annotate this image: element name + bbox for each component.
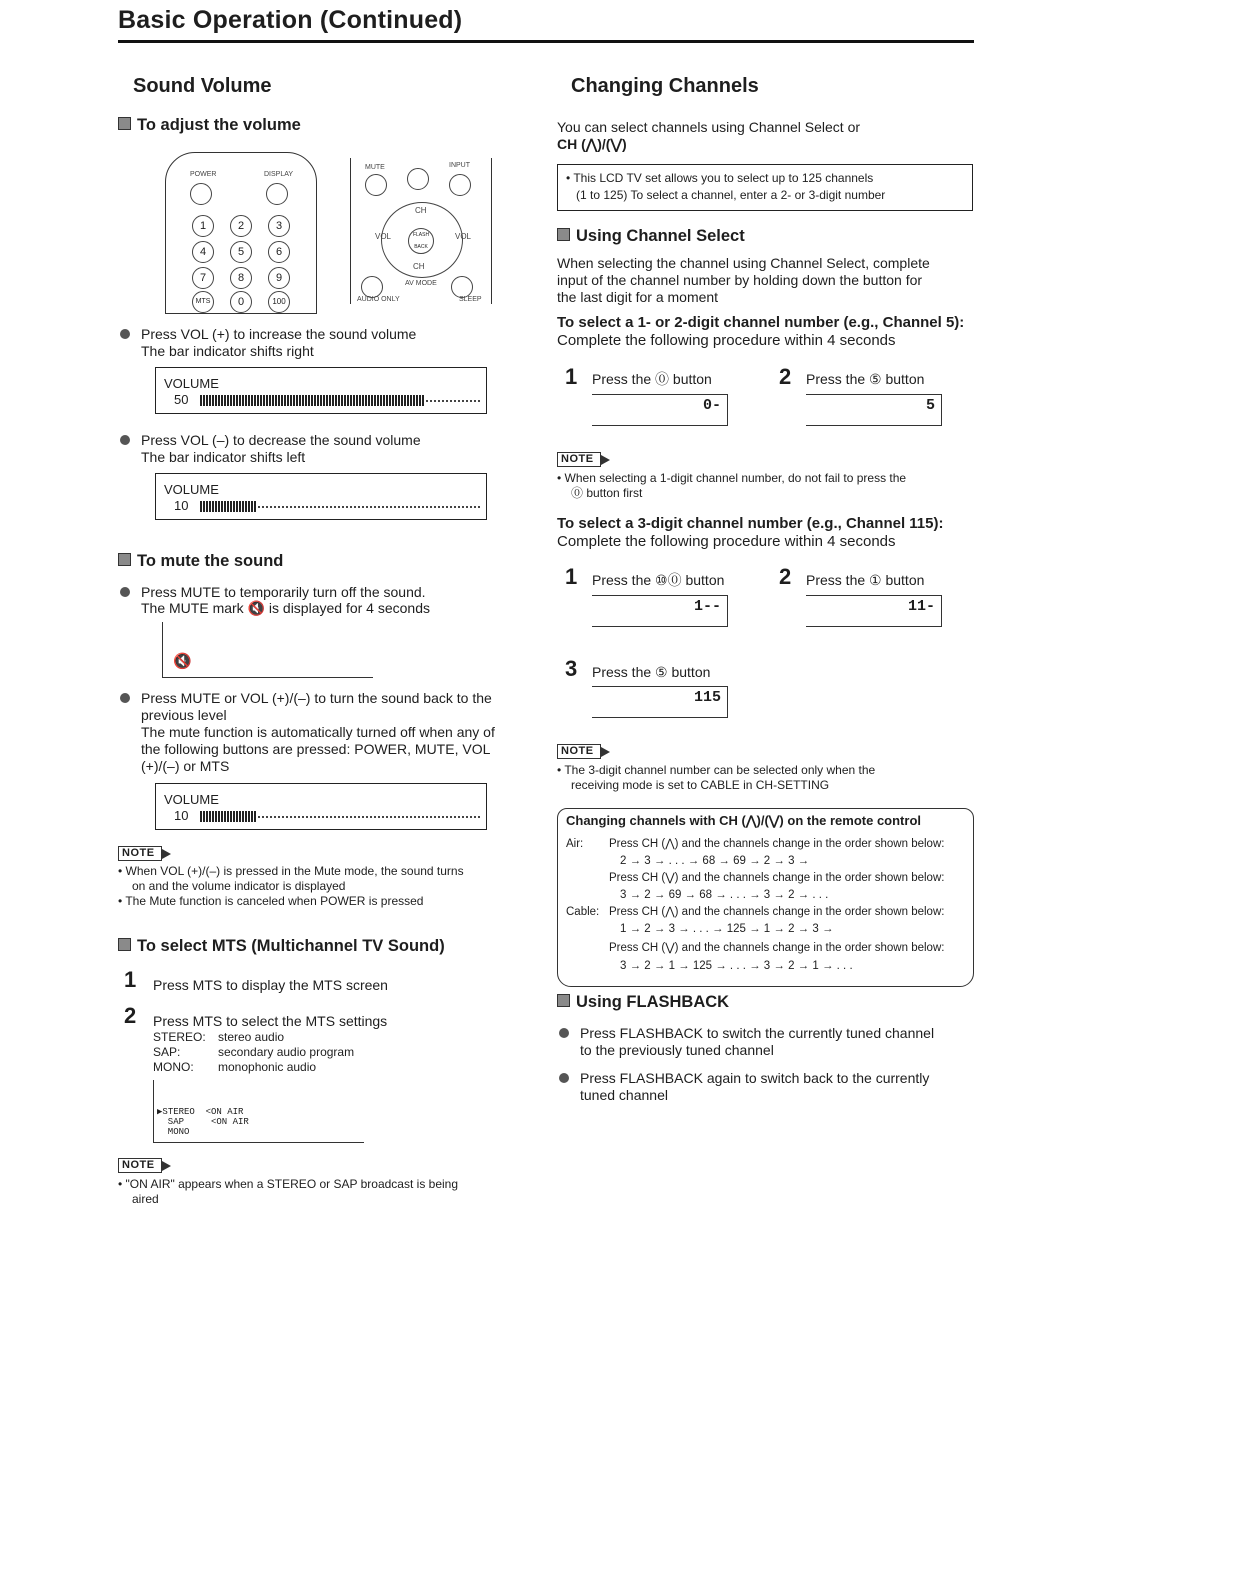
cc-info-line-1: • This LCD TV set allows you to select up to 125 channels: [566, 171, 874, 185]
mts-step-1-text: Press MTS to display the MTS screen: [153, 977, 388, 993]
mts-step-2-number: 2: [124, 1003, 137, 1028]
mute-heading-text: To mute the sound: [137, 552, 284, 570]
changing-channels-heading: Changing Channels: [571, 75, 759, 97]
sound-volume-heading: Sound Volume: [133, 75, 272, 97]
cs-sub1-heading: To select a 1- or 2-digit channel number (e.g., Channel 5):: [557, 314, 965, 331]
mute-heading: [118, 552, 283, 571]
channel-select-heading-text: Using Channel Select: [576, 227, 745, 245]
cs-text-2: input of the channel number by holding down the button for: [557, 272, 923, 288]
mts-heading: [118, 937, 445, 956]
cc-intro-2: CH (⋀)/(⋁): [557, 136, 627, 152]
air-up-sequence: 2 → 3 → . . . → 68 → 69 → 2 → 3 →: [620, 855, 810, 867]
volume-display-mute: [155, 783, 487, 830]
flashback-text-1: Press FLASHBACK to switch the currently tuned channel: [580, 1025, 935, 1041]
volume-label: VOLUME: [164, 792, 219, 807]
cs-note-b-2: receiving mode is set to CABLE in CH-SETTING: [571, 778, 830, 792]
section-square-icon: [557, 994, 570, 1007]
volume-display-10: [155, 473, 487, 520]
bullet-icon: [120, 435, 130, 445]
remote-key-mts: MTS: [192, 291, 214, 313]
adjust-volume-heading: [118, 116, 301, 135]
cs-step-2-number: 2: [779, 364, 792, 389]
mute-text-3: Press MUTE or VOL (+)/(–) to turn the sound back to the: [141, 690, 492, 706]
remote-flashback-button: FLASH BACK: [408, 228, 434, 254]
mute-text-7: (+)/(–) or MTS: [141, 758, 230, 774]
section-square-icon: [118, 117, 131, 130]
air-down-sequence: 3 → 2 → 69 → 68 → . . . → 3 → 2 → . . .: [620, 889, 829, 901]
cs3-step-1-display-value: 1--: [693, 598, 721, 615]
volume-value: 10: [174, 498, 189, 513]
cs3-step-3-display-value: 115: [693, 689, 721, 706]
vol-decrease-text-2: The bar indicator shifts left: [141, 449, 306, 465]
mts-screen-line-3: MONO: [157, 1127, 190, 1137]
mts-note-1: • "ON AIR" appears when a STEREO or SAP broadcast is being: [118, 1177, 459, 1191]
adjust-volume-heading-text: To adjust the volume: [137, 116, 301, 134]
note-tag: NOTE: [118, 846, 162, 861]
remote-button: [407, 168, 429, 190]
mute-note-2-text: The Mute function is canceled when POWER is pressed: [125, 894, 424, 908]
remote-key-0: 0: [230, 291, 252, 313]
mute-note-2: • The Mute function is canceled when POWER is pressed: [118, 894, 424, 908]
mts-mono-key: MONO:: [153, 1060, 194, 1074]
volume-label: VOLUME: [164, 376, 219, 391]
air-label: Air:: [566, 838, 584, 850]
section-square-icon: [557, 228, 570, 241]
mute-display: [162, 622, 373, 678]
cs-step-2-display: [806, 394, 942, 426]
flashback-heading: [557, 993, 729, 1012]
remote-vol-minus-label: VOL: [375, 232, 392, 241]
mts-mono-value: monophonic audio: [218, 1060, 317, 1074]
cc-intro-1: You can select channels using Channel Select or: [557, 119, 861, 135]
vol-increase-text-2: The bar indicator shifts right: [141, 343, 314, 359]
volume-bar-track: [258, 506, 480, 510]
remote-mute-button: [365, 174, 387, 196]
remote-ch-down-label: CH: [413, 262, 425, 271]
section-square-icon: [118, 553, 131, 566]
volume-label: VOLUME: [164, 482, 219, 497]
remote-key-9: 9: [268, 267, 290, 289]
remote-vol-plus-label: VOL: [455, 232, 472, 241]
flashback-text-2b: tuned channel: [580, 1087, 668, 1103]
mute-note-1a: When VOL (+)/(–) is pressed in the Mute mode, the sound turns: [125, 864, 464, 878]
cc-info-line-1-text: This LCD TV set allows you to select up to 125 channels: [573, 171, 874, 185]
remote-power-button: [190, 183, 212, 205]
mute-mark-icon: 🔇: [247, 600, 266, 616]
volume-value: 50: [174, 392, 189, 407]
page-title: Basic Operation (Continued): [118, 6, 463, 34]
cs-step-1-number: 1: [565, 364, 578, 389]
mute-text-2b: is displayed for 4 seconds: [268, 600, 430, 616]
cs3-step-3-text: Press the ⑤ button: [592, 664, 711, 680]
remote-input-label: INPUT: [449, 162, 470, 169]
cs-note-a-2: ⓪ button first: [571, 486, 643, 500]
channel-select-heading: [557, 227, 745, 246]
remote-key-2: 2: [230, 215, 252, 237]
cs-step-1-text: Press the ⓪ button: [592, 371, 712, 387]
remote-key-7: 7: [192, 267, 214, 289]
cs-sub2-heading: To select a 3-digit channel number (e.g., Channel 115):: [557, 515, 944, 532]
remote-mute-label: MUTE: [365, 164, 385, 171]
mts-note-1a: "ON AIR" appears when a STEREO or SAP broadcast is being: [125, 1177, 459, 1191]
remote-display-label: DISPLAY: [264, 171, 294, 178]
cs3-step-2-text: Press the ① button: [806, 572, 925, 588]
cs3-step-2-display: [806, 595, 942, 627]
cable-down-text: Press CH (⋁) and the channels change in the order shown below:: [609, 942, 945, 954]
cable-up-text: Press CH (⋀) and the channels change in the order shown below:: [609, 906, 945, 918]
cs-step-1-display-value: 0-: [702, 397, 721, 414]
remote-key-1: 1: [192, 215, 214, 237]
mts-screen-line-1: ▶STEREO <ON AIR: [157, 1107, 244, 1117]
mute-text-2a: The MUTE mark: [141, 600, 244, 616]
cs3-step-2-number: 2: [779, 564, 792, 589]
flashback-text-2: Press FLASHBACK again to switch back to the currently: [580, 1070, 930, 1086]
remote-sleep-label: SLEEP: [459, 296, 482, 303]
bullet-icon: [559, 1028, 569, 1038]
remote-key-100: 100: [268, 291, 290, 313]
remote-key-5: 5: [230, 241, 252, 263]
remote-audio-only-label: AUDIO ONLY: [357, 296, 400, 303]
cs-note-a-1-text: When selecting a 1-digit channel number, do not fail to press the: [564, 471, 907, 485]
cs-note-b-1-text: The 3-digit channel number can be selected only when the: [564, 763, 876, 777]
volume-bar-track: [426, 400, 480, 404]
mute-text-1: Press MUTE to temporarily turn off the sound.: [141, 584, 426, 600]
vol-decrease-text: Press VOL (–) to decrease the sound volume: [141, 432, 421, 448]
remote-key-4: 4: [192, 241, 214, 263]
mute-text-4: previous level: [141, 707, 227, 723]
mute-text-5: The mute function is automatically turned off when any of: [141, 724, 495, 740]
cs-step-1-display: [592, 394, 728, 426]
cs-note-b-1: • The 3-digit channel number can be selected only when the: [557, 763, 876, 777]
remote-numpad-illustration: [165, 152, 317, 314]
air-up-text: Press CH (⋀) and the channels change in the order shown below:: [609, 838, 945, 850]
volume-display-50: [155, 367, 487, 414]
cs-sub2-text: Complete the following procedure within 4 seconds: [557, 533, 896, 550]
remote-key-6: 6: [268, 241, 290, 263]
cs3-step-3-display: [592, 686, 728, 718]
channel-order-title: Changing channels with CH (⋀)/(⋁) on the remote control: [566, 813, 921, 828]
cs-text-3: the last digit for a moment: [557, 289, 719, 305]
cs3-step-2-display-value: 11-: [907, 598, 935, 615]
remote-audio-only-button: [361, 276, 383, 298]
vol-increase-text: Press VOL (+) to increase the sound volume: [141, 326, 417, 342]
flashback-heading-text: Using FLASHBACK: [576, 993, 730, 1011]
remote-sleep-button: [451, 276, 473, 298]
mts-stereo-value: stereo audio: [218, 1030, 285, 1044]
remote-volume-illustration: [350, 158, 492, 304]
cs3-step-3-number: 3: [565, 656, 578, 681]
remote-power-label: POWER: [190, 171, 217, 178]
cs3-step-1-number: 1: [565, 564, 578, 589]
mute-text-2: [141, 600, 430, 617]
cs3-step-1-display: [592, 595, 728, 627]
mts-step-1-number: 1: [124, 967, 137, 992]
cc-info-line-2: (1 to 125) To select a channel, enter a 2- or 3-digit number: [576, 188, 886, 202]
mts-sap-key: SAP:: [153, 1045, 181, 1059]
cs-note-a-1: • When selecting a 1-digit channel number, do not fail to press the: [557, 471, 907, 485]
mute-display-icon: 🔇: [173, 653, 192, 670]
volume-bar-fill: [200, 811, 256, 822]
mute-note-1b: on and the volume indicator is displayed: [132, 879, 346, 893]
air-down-text: Press CH (⋁) and the channels change in the order shown below:: [609, 872, 945, 884]
note-tag: NOTE: [557, 452, 601, 467]
mts-stereo-key: STEREO:: [153, 1030, 206, 1044]
note-tag: NOTE: [557, 744, 601, 759]
cable-down-sequence: 3 → 2 → 1 → 125 → . . . → 3 → 2 → 1 → . . .: [620, 960, 853, 972]
mts-screen: [153, 1080, 364, 1143]
section-square-icon: [118, 938, 131, 951]
remote-display-button: [266, 183, 288, 205]
mute-note-1: • When VOL (+)/(–) is pressed in the Mute mode, the sound turns: [118, 864, 464, 878]
mute-text-6: the following buttons are pressed: POWER, MUTE, VOL: [141, 741, 491, 757]
mts-screen-line-2: SAP <ON AIR: [157, 1117, 249, 1127]
cs-sub1-text: Complete the following procedure within 4 seconds: [557, 332, 896, 349]
volume-bar-fill: [200, 501, 256, 512]
title-rule: [118, 40, 974, 43]
cs-step-2-text: Press the ⑤ button: [806, 371, 925, 387]
volume-bar-fill: [200, 395, 424, 406]
remote-ch-up-label: CH: [415, 206, 427, 215]
cs-text-1: When selecting the channel using Channel Select, complete: [557, 255, 930, 271]
flashback-text-1b: to the previously tuned channel: [580, 1042, 774, 1058]
volume-value: 10: [174, 808, 189, 823]
cable-label: Cable:: [566, 906, 600, 918]
mts-step-2-text: Press MTS to select the MTS settings: [153, 1013, 388, 1029]
cs3-step-1-text: Press the ⑩⓪ button: [592, 572, 725, 588]
note-tag: NOTE: [118, 1158, 162, 1173]
bullet-icon: [120, 329, 130, 339]
mts-note-1b: aired: [132, 1192, 159, 1206]
cc-info-box: [557, 164, 973, 211]
mts-sap-value: secondary audio program: [218, 1045, 355, 1059]
remote-input-button: [449, 174, 471, 196]
bullet-icon: [120, 587, 130, 597]
bullet-icon: [120, 693, 130, 703]
remote-avmode-label: AV MODE: [405, 280, 437, 287]
bullet-icon: [559, 1073, 569, 1083]
cable-up-sequence: 1 → 2 → 3 → . . . → 125 → 1 → 2 → 3 →: [620, 923, 834, 935]
volume-bar-track: [258, 816, 480, 820]
remote-key-3: 3: [268, 215, 290, 237]
mts-heading-text: To select MTS (Multichannel TV Sound): [137, 937, 445, 955]
cs-step-2-display-value: 5: [925, 397, 935, 414]
remote-key-8: 8: [230, 267, 252, 289]
channel-order-box: [557, 808, 974, 987]
